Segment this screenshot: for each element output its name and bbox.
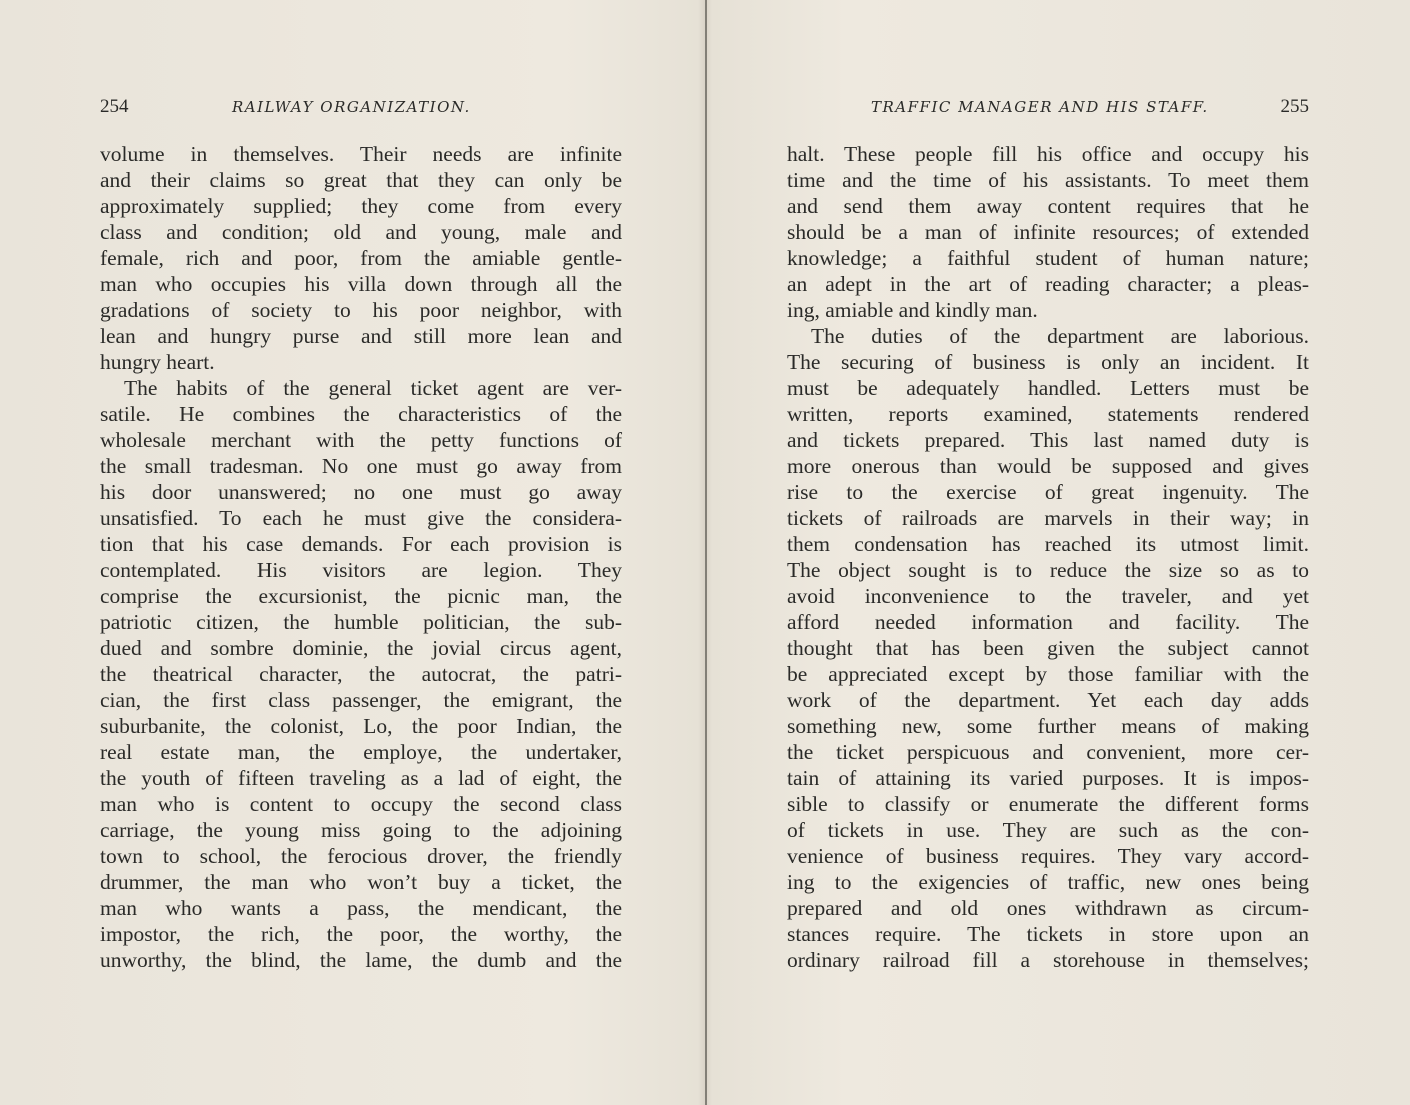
right-page-number: 255: [1280, 96, 1309, 117]
text-line: drummer, the man who won’t buy a ticket, the: [100, 870, 622, 894]
text-line: man who occupies his villa down through all the: [100, 272, 622, 296]
text-line: tion that his case demands. For each provision is: [100, 532, 622, 556]
text-line: them condensation has reached its utmost limit.: [787, 532, 1309, 556]
right-page: [787, 0, 1309, 1105]
text-line: afford needed information and facility. The: [787, 610, 1309, 634]
book-gutter: [705, 0, 707, 1105]
text-line: of tickets in use. They are such as the con-: [787, 818, 1309, 842]
text-line: knowledge; a faithful student of human nature;: [787, 246, 1309, 270]
text-line: more onerous than would be supposed and gives: [787, 454, 1309, 478]
left-page-body: [100, 141, 622, 973]
text-line: comprise the excursionist, the picnic man, the: [100, 584, 622, 608]
text-line: something new, some further means of making: [787, 714, 1309, 738]
text-line: thought that has been given the subject cannot: [787, 636, 1309, 660]
text-line: impostor, the rich, the poor, the worthy, the: [100, 922, 622, 946]
text-line: suburbanite, the colonist, Lo, the poor Indian, the: [100, 714, 622, 738]
text-line: and tickets prepared. This last named duty is: [787, 428, 1309, 452]
text-line: carriage, the young miss going to the adjoining: [100, 818, 622, 842]
text-line: written, reports examined, statements rendered: [787, 402, 1309, 426]
text-line: prepared and old ones withdrawn as circum-: [787, 896, 1309, 920]
text-line: town to school, the ferocious drover, the friendly: [100, 844, 622, 868]
text-line: sible to classify or enumerate the different forms: [787, 792, 1309, 816]
text-line: stances require. The tickets in store upon an: [787, 922, 1309, 946]
text-line: the theatrical character, the autocrat, the patri-: [100, 662, 622, 686]
left-page-header: [100, 96, 622, 120]
text-line: halt. These people fill his office and occupy his: [787, 142, 1309, 166]
text-line: should be a man of infinite resources; of extended: [787, 220, 1309, 244]
text-line: The securing of business is only an incident. It: [787, 350, 1309, 374]
text-line: satile. He combines the characteristics of the: [100, 402, 622, 426]
text-line: hungry heart.: [100, 350, 215, 374]
text-line: approximately supplied; they come from every: [100, 194, 622, 218]
text-line: work of the department. Yet each day adds: [787, 688, 1309, 712]
text-line: ing, amiable and kindly man.: [787, 298, 1038, 322]
text-line: rise to the exercise of great ingenuity. The: [787, 480, 1309, 504]
text-line: patriotic citizen, the humble politician, the sub-: [100, 610, 622, 634]
text-line: tickets of railroads are marvels in their way; in: [787, 506, 1309, 530]
text-line: female, rich and poor, from the amiable gentle-: [100, 246, 622, 270]
right-page-header: [787, 96, 1309, 120]
text-line: ordinary railroad fill a storehouse in themselves;: [787, 948, 1309, 972]
text-line: wholesale merchant with the petty functions of: [100, 428, 622, 452]
text-line: dued and sombre dominie, the jovial circus agent,: [100, 636, 622, 660]
text-line: The habits of the general ticket agent are ver-: [124, 376, 622, 400]
text-line: man who wants a pass, the mendicant, the: [100, 896, 622, 920]
left-page: [100, 0, 622, 1105]
text-line: and their claims so great that they can only be: [100, 168, 622, 192]
text-line: lean and hungry purse and still more lean and: [100, 324, 622, 348]
text-line: gradations of society to his poor neighbor, with: [100, 298, 622, 322]
text-line: the small tradesman. No one must go away from: [100, 454, 622, 478]
text-line: cian, the first class passenger, the emigrant, the: [100, 688, 622, 712]
text-line: an adept in the art of reading character; a pleas-: [787, 272, 1309, 296]
text-line: volume in themselves. Their needs are infinite: [100, 142, 622, 166]
text-line: The object sought is to reduce the size so as to: [787, 558, 1309, 582]
text-line: must be adequately handled. Letters must be: [787, 376, 1309, 400]
text-line: time and the time of his assistants. To meet them: [787, 168, 1309, 192]
text-line: his door unanswered; no one must go away: [100, 480, 622, 504]
text-line: unsatisfied. To each he must give the considera-: [100, 506, 622, 530]
text-line: avoid inconvenience to the traveler, and yet: [787, 584, 1309, 608]
text-line: and send them away content requires that he: [787, 194, 1309, 218]
right-running-head: TRAFFIC MANAGER AND HIS STAFF.: [871, 98, 1209, 116]
text-line: be appreciated except by those familiar with the: [787, 662, 1309, 686]
text-line: real estate man, the employe, the undertaker,: [100, 740, 622, 764]
left-page-number: 254: [100, 96, 129, 117]
text-line: the youth of fifteen traveling as a lad of eight, the: [100, 766, 622, 790]
text-line: ing to the exigencies of traffic, new ones being: [787, 870, 1309, 894]
text-line: unworthy, the blind, the lame, the dumb and the: [100, 948, 622, 972]
text-line: The duties of the department are laborious.: [811, 324, 1309, 348]
text-line: venience of business requires. They vary accord-: [787, 844, 1309, 868]
text-line: the ticket perspicuous and convenient, more cer-: [787, 740, 1309, 764]
left-running-head: RAILWAY ORGANIZATION.: [232, 98, 471, 116]
text-line: tain of attaining its varied purposes. It is impos-: [787, 766, 1309, 790]
text-line: class and condition; old and young, male and: [100, 220, 622, 244]
text-line: man who is content to occupy the second class: [100, 792, 622, 816]
text-line: contemplated. His visitors are legion. They: [100, 558, 622, 582]
right-page-body: [787, 141, 1309, 973]
